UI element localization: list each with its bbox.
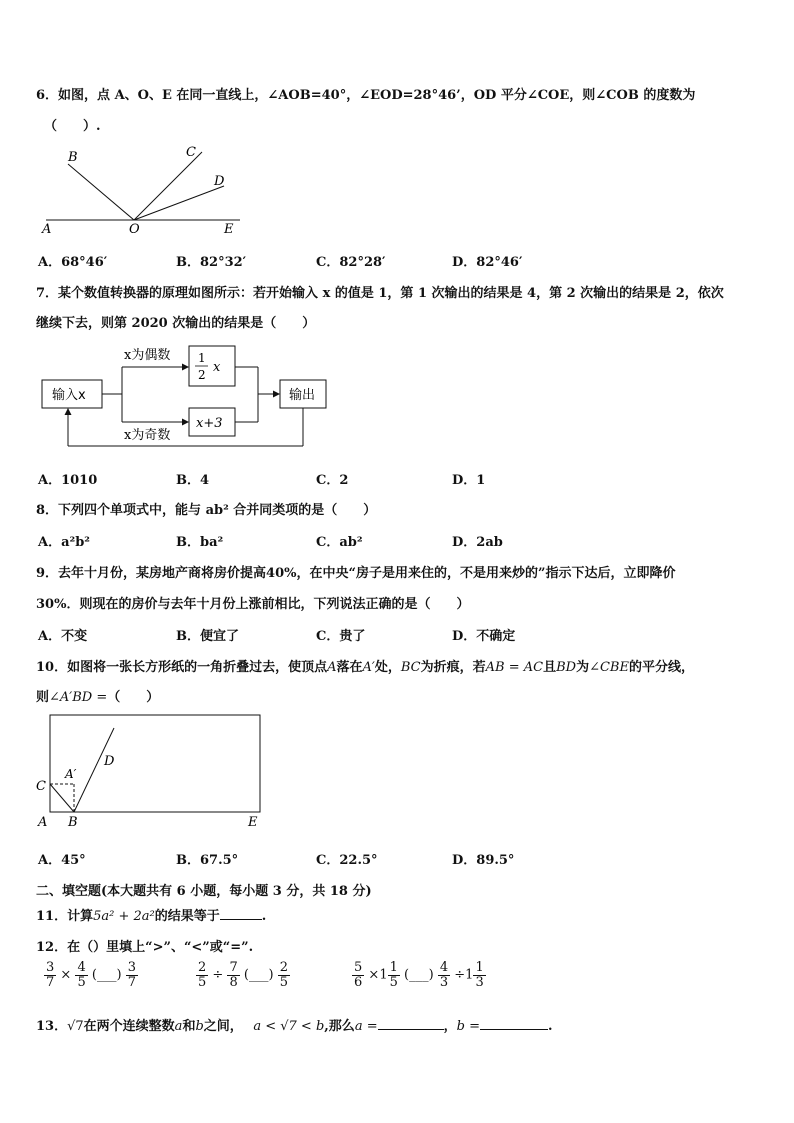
- plus3-label: x+3: [196, 416, 223, 431]
- q13-text: 13．√7在两个连续整数a和b之间， a < √7 < b,那么a = ，b = .: [36, 1019, 553, 1034]
- q12-compare-blank-3: (___): [404, 967, 434, 983]
- q8-option-b: B．ba²: [176, 535, 224, 550]
- half-num: 1: [198, 351, 206, 365]
- q7-option-a: A．1010: [38, 473, 98, 488]
- q7-line1: 7．某个数值转换器的原理如图所示：若开始输入 x 的值是 1，第 1 次输出的结果是 4，第 2 次输出的结果是 2，依次: [36, 286, 724, 301]
- crease-bc: [50, 784, 74, 812]
- q6-option-d: D．82°46′: [452, 255, 523, 270]
- q6-option-a: A．68°46′: [38, 255, 108, 270]
- q12-text: 12．在（）里填上“>”、“<”或“=”.: [36, 940, 254, 955]
- ray-ob: [68, 164, 134, 220]
- label-c: C: [186, 145, 196, 160]
- section-2-heading: 二、填空题(本大题共有 6 小题，每小题 3 分，共 18 分): [36, 884, 372, 899]
- q6-text: 6．如图，点 A、O、E 在同一直线上，∠AOB=40°，∠EOD=28°46’，OD 平分∠COE，则∠COB 的度数为: [36, 88, 696, 103]
- odd-label: x为奇数: [124, 428, 171, 443]
- rectangle-paper: [50, 715, 260, 812]
- q11-expression: 5a² + 2a²: [93, 909, 155, 924]
- q11-text: 11．计算5a² + 2a²的结果等于 .: [36, 909, 267, 924]
- q12-compare-blank-1: (___): [91, 967, 122, 983]
- q13-sqrt: √7: [67, 1019, 84, 1034]
- label-e: E: [248, 815, 258, 830]
- q12-expr-2: $\frac{2}{5}$ ÷ $\frac{7}{8}$ (___) $\frac{2}{5}$: [198, 960, 288, 990]
- label-e: E: [224, 222, 234, 236]
- line-bd: [74, 728, 114, 812]
- q13-blank-a: [378, 1029, 444, 1030]
- q9-line1: 9．去年十月份，某房地产商将房价提高40%，在中央“房子是用来住的，不是用来炒的”指示下达后，立即降价: [36, 566, 676, 581]
- half-den: 2: [198, 368, 206, 382]
- q6-option-b: B．82°32′: [176, 255, 247, 270]
- q13-inequality: a < √7 < b: [253, 1019, 325, 1034]
- q10-line1: 10．如图将一张长方形纸的一角折叠过去，使顶点A落在A′处，BC为折痕，若AB = AC且BD为∠CBE的平分线，: [36, 660, 694, 675]
- half-var: x: [213, 360, 221, 375]
- ray-od: [134, 186, 224, 220]
- q13-blank-b: [480, 1029, 548, 1030]
- ray-oc: [134, 152, 202, 220]
- q9-option-c: C．贵了: [316, 629, 366, 644]
- label-b: B: [68, 815, 78, 830]
- q10-line2: 则∠A′BD =（ ）: [36, 690, 160, 705]
- q10-option-b: B．67.5°: [176, 853, 239, 868]
- q12-expr-3: $\frac{5}{6}$ ×1 $\frac{1}{5}$ (___) $\frac{4}{3}$ ÷1 $\frac{1}{3}$: [354, 960, 484, 990]
- label-o: O: [129, 222, 140, 236]
- q7-option-d: D．1: [452, 473, 486, 488]
- q12-expr-1: $\frac{3}{7}$ × $\frac{4}{5}$ (___) $\frac{3}{7}$: [46, 960, 136, 990]
- q8-option-a: A．a²b²: [38, 535, 90, 550]
- label-a: A: [38, 815, 48, 830]
- q9-option-a: A．不变: [38, 629, 88, 644]
- q7-line2: 继续下去，则第 2020 次输出的结果是（ ）: [36, 316, 316, 331]
- input-box-label: 输入x: [52, 388, 86, 403]
- q10-option-d: D．89.5°: [452, 853, 515, 868]
- q9-line2: 30%．则现在的房价与去年十月份上涨前相比，下列说法正确的是（ ）: [36, 597, 470, 612]
- even-label: x为偶数: [124, 348, 171, 363]
- q6-option-c: C．82°28′: [316, 255, 386, 270]
- q8-text: 8．下列四个单项式中，能与 ab² 合并同类项的是（ ）: [36, 503, 377, 518]
- label-a-prime: A′: [65, 767, 77, 781]
- output-box-label: 输出: [289, 388, 316, 403]
- q7-option-b: B．4: [176, 473, 210, 488]
- q9-option-d: D．不确定: [452, 629, 516, 644]
- label-d: D: [214, 174, 225, 189]
- label-b: B: [68, 150, 78, 165]
- q12-compare-blank-2: (___): [243, 967, 274, 983]
- q8-option-d: D．2ab: [452, 535, 503, 550]
- q7-flowchart: [38, 340, 338, 456]
- q10-fold-figure: [34, 708, 270, 832]
- q7-option-c: C．2: [316, 473, 349, 488]
- q10-option-c: C．22.5°: [316, 853, 378, 868]
- q6-angle-figure: [40, 140, 250, 236]
- q8-option-c: C．ab²: [316, 535, 363, 550]
- label-c: C: [36, 779, 46, 794]
- label-d: D: [104, 754, 115, 769]
- q10-option-a: A．45°: [38, 853, 86, 868]
- q9-option-b: B．便宜了: [176, 629, 239, 644]
- q11-blank: [220, 919, 262, 920]
- label-a: A: [42, 222, 52, 236]
- q6-paren: （ ）.: [44, 119, 101, 134]
